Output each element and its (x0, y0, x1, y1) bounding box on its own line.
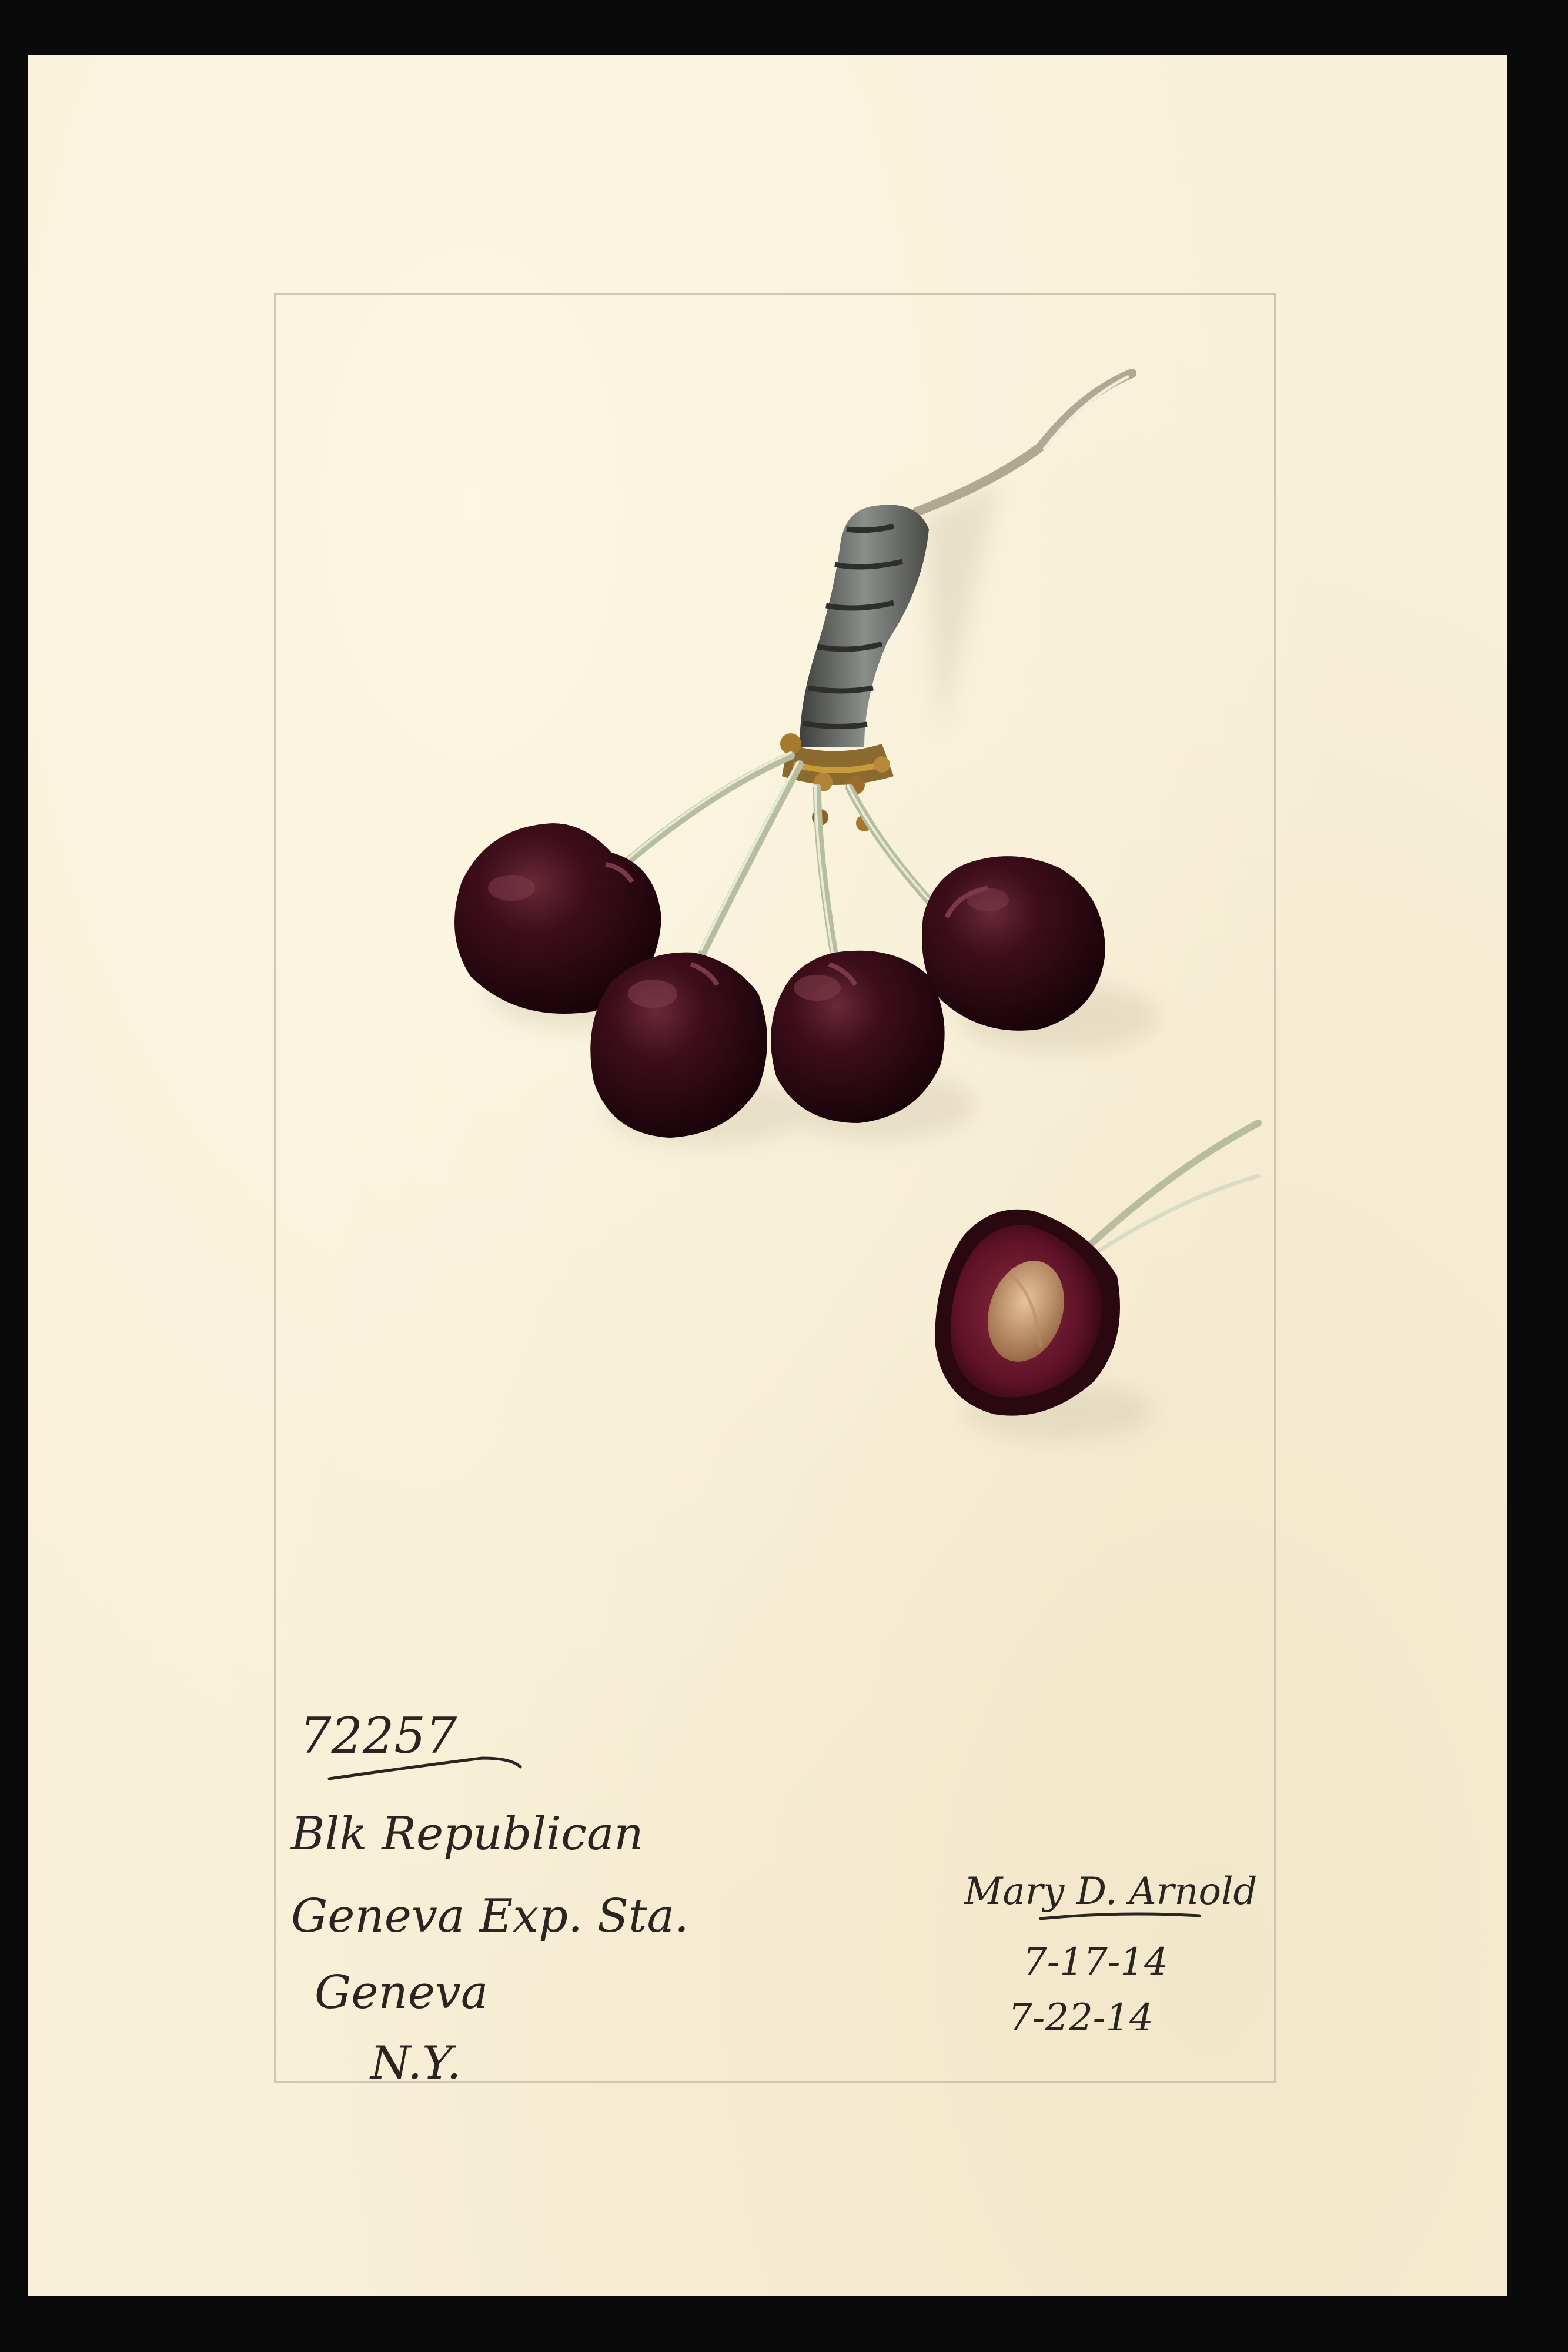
date-second: 7-22-14 (1008, 1996, 1154, 2040)
city-name: Geneva (315, 1966, 489, 2019)
variety-name: Blk Republican (291, 1808, 644, 1860)
station-name: Geneva Exp. Sta. (291, 1890, 689, 1943)
artist-signature: Mary D. Arnold (964, 1870, 1258, 1913)
halved-cherry (935, 1123, 1258, 1416)
cherry-4 (922, 856, 1105, 1031)
state-name: N.Y. (370, 2037, 462, 2090)
date-first: 7-17-14 (1023, 1940, 1168, 1984)
accession-number: 72257 (300, 1707, 457, 1765)
